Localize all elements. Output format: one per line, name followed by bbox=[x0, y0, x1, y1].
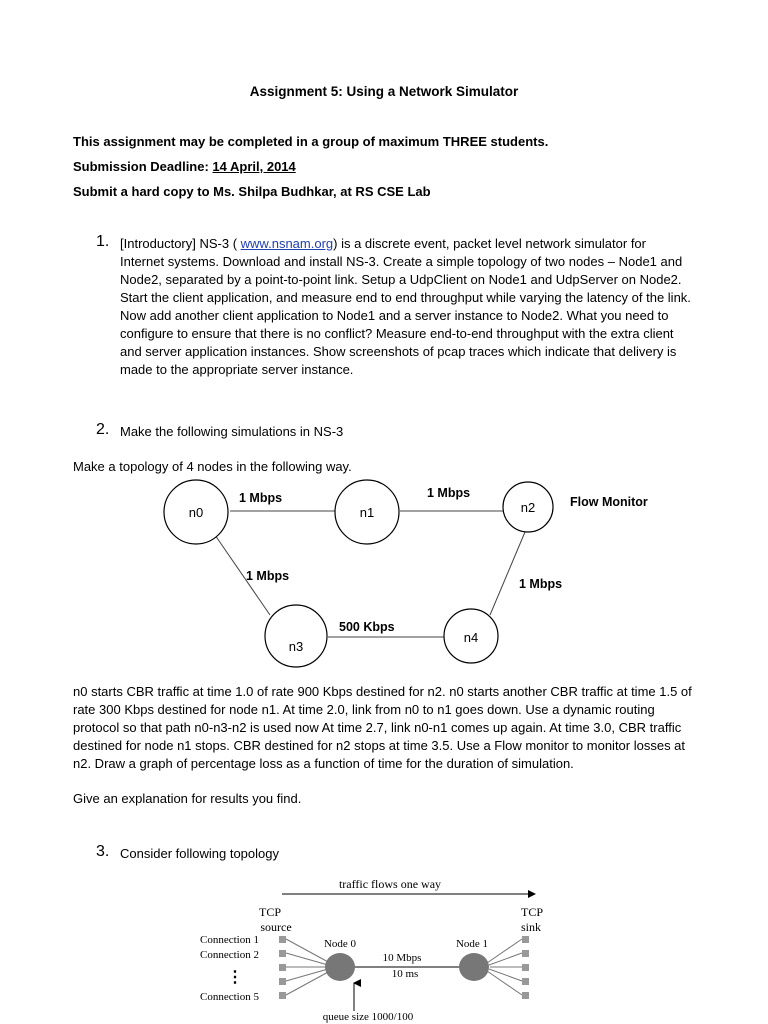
page-title: Assignment 5: Using a Network Simulator bbox=[249, 84, 519, 99]
node-n3 bbox=[265, 605, 327, 667]
connection-2-label: Connection 2 bbox=[200, 949, 259, 961]
connection-1-label: Connection 1 bbox=[200, 934, 259, 946]
connection-5-label: Connection 5 bbox=[200, 991, 259, 1003]
q3-topology-diagram bbox=[0, 870, 768, 1024]
deadline-date: 14 April, 2014 bbox=[212, 159, 296, 174]
group-note: This assignment may be completed in a group of maximum THREE students. bbox=[73, 134, 549, 149]
node-n2-label: n2 bbox=[520, 500, 536, 515]
link-label-n1-n2: 1 Mbps bbox=[427, 486, 471, 500]
q2-topology-intro: Make a topology of 4 nodes in the following way. bbox=[73, 459, 352, 474]
q2-text: Make the following simulations in NS-3 bbox=[120, 424, 344, 439]
nsnam-link[interactable]: www.nsnam.org bbox=[240, 236, 334, 251]
node-1 bbox=[459, 953, 489, 981]
bandwidth-label: 10 Mbps bbox=[382, 952, 422, 964]
node-n0-label: n0 bbox=[188, 505, 204, 520]
delay-label: 10 ms bbox=[391, 968, 419, 980]
link-label-n0-n3: 1 Mbps bbox=[246, 569, 290, 583]
traffic-label: traffic flows one way bbox=[338, 877, 442, 891]
tcp-source-label-1: TCP bbox=[258, 905, 282, 919]
q2-topology-diagram bbox=[0, 470, 768, 670]
q1-number: 1. bbox=[96, 233, 110, 250]
link-n2-n4 bbox=[490, 532, 525, 615]
deadline-label: Submission Deadline: bbox=[73, 159, 213, 174]
link-label-n3-n4: 500 Kbps bbox=[339, 620, 395, 634]
flow-monitor-label: Flow Monitor bbox=[570, 495, 648, 509]
node-0-label: Node 0 bbox=[323, 938, 357, 950]
node-n4-label: n4 bbox=[463, 630, 479, 645]
queue-label: queue size 1000/100 bbox=[322, 1011, 414, 1023]
link-label-n0-n1: 1 Mbps bbox=[239, 491, 283, 505]
tcp-source-label-2: source bbox=[260, 920, 292, 934]
q2-description: n0 starts CBR traffic at time 1.0 of rate 900 Kbps destined for n2. n0 starts another CBR traffic at time 1.5 of rate 300 Kbps destined for node n1. At time 2.0, link from n0 to n1 goes down. Use a dynamic routing protocol so that path n0-n3-n2 is used now At time 2.7, link n0-n1 comes up again. At time 3.0, CBR traffic destined for node n1 stops. CBR destined for n2 stops at time 3.5. Use a Flow monitor to monitor losses at n2. Draw a graph of percentage loss as a function of time for the duration of simulation. bbox=[73, 684, 692, 771]
q3-text: Consider following topology bbox=[120, 846, 279, 861]
tcp-sink-label-2: sink bbox=[520, 920, 542, 934]
q1-text bbox=[120, 235, 692, 379]
q3-number: 3. bbox=[96, 843, 110, 860]
connection-dots: ⋮ bbox=[227, 969, 243, 986]
node-0 bbox=[325, 953, 355, 981]
q1-rest: ) is a discrete event, packet level network simulator for Internet systems. Download and install NS-3. Create a simple topology of two nodes – Node1 and Node2, separated by a point-to-point link. Setup a UdpClient on Node1 and UdpServer on Node2. Start the client application, and measure end to end throughput while varying the latency of the link. Now add another client application to Node1 and a server instance to Node2. What you need to configure to ensure that there is no conflict? Measure end-to-end throughput with the extra client and server application instances. Show screenshots of pcap traces which indicate that delivery is made to the appropriate server instance. bbox=[120, 236, 691, 377]
q1-intro: [Introductory] NS-3 ( bbox=[120, 236, 241, 251]
deadline-line bbox=[73, 159, 296, 174]
tcp-sink-label-1: TCP bbox=[520, 905, 544, 919]
node-n3-label: n3 bbox=[288, 639, 304, 654]
link-label-n2-n4: 1 Mbps bbox=[519, 577, 563, 591]
q2-explain: Give an explanation for results you find. bbox=[73, 791, 302, 806]
node-n1-label: n1 bbox=[359, 505, 375, 520]
node-1-label: Node 1 bbox=[455, 938, 489, 950]
submit-note: Submit a hard copy to Ms. Shilpa Budhkar, at RS CSE Lab bbox=[73, 184, 431, 199]
q2-number: 2. bbox=[96, 421, 110, 438]
